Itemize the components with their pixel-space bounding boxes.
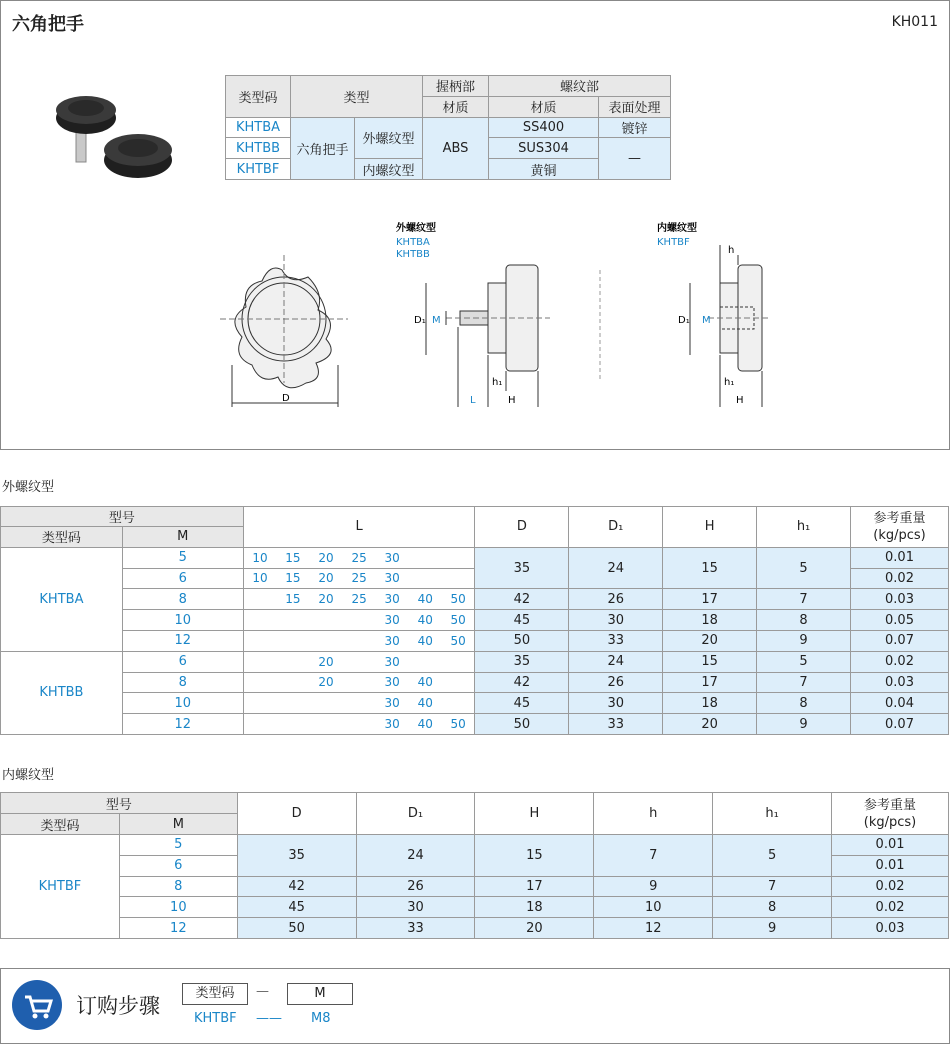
table-cell: 20: [309, 589, 342, 610]
table-cell: 40: [409, 589, 442, 610]
front-view: [220, 255, 348, 407]
table-cell: 6: [119, 855, 237, 876]
col-header-h1: h₁: [757, 507, 851, 548]
table-cell: 30: [376, 672, 409, 693]
spec-header: 螺纹部: [489, 76, 671, 97]
table-cell: 20: [663, 714, 757, 735]
col-header-weight: 参考重量 (kg/pcs): [832, 793, 949, 835]
table-cell: [343, 693, 376, 714]
table-cell: 9: [713, 918, 832, 939]
table-cell: 24: [569, 547, 663, 589]
table-cell: 20: [663, 630, 757, 651]
table-cell: 30: [376, 589, 409, 610]
female-code: KHTBF: [657, 237, 690, 248]
spec-shape: 六角把手: [291, 117, 355, 179]
table-cell: 5: [119, 835, 237, 856]
table-cell: 20: [475, 918, 594, 939]
table-cell: KHTBB: [1, 651, 123, 734]
col-header-D1: D₁: [356, 793, 475, 835]
table-cell: 12: [119, 918, 237, 939]
table-cell: 26: [569, 589, 663, 610]
product-code: KH011: [891, 14, 938, 30]
table-cell: [309, 693, 342, 714]
dim-D: D: [282, 393, 290, 404]
dim-h1: h₁: [724, 377, 735, 388]
table-cell: 15: [663, 651, 757, 672]
table-cell: [243, 714, 276, 735]
table-cell: 5: [757, 651, 851, 672]
table-cell: 17: [475, 876, 594, 897]
table-cell: [343, 610, 376, 631]
dim-M: M: [432, 315, 441, 326]
table-cell: 24: [569, 651, 663, 672]
table-cell: 6: [122, 568, 243, 589]
table-cell: 12: [122, 714, 243, 735]
col-header-type-code: 类型码: [1, 814, 120, 835]
table-row: [1, 630, 949, 651]
table-cell: 30: [376, 547, 409, 568]
female-section-title: 内螺纹型: [2, 768, 55, 783]
spec-female: 内螺纹型: [355, 159, 423, 180]
table-cell: 15: [276, 547, 309, 568]
table-cell: 30: [376, 651, 409, 672]
col-header-D: D: [475, 507, 569, 548]
table-cell: 0.02: [850, 568, 948, 589]
table-row: [1, 714, 949, 735]
spec-header: 表面处理: [599, 96, 671, 117]
spec-header: 材质: [489, 96, 599, 117]
spec-code: KHTBF: [226, 159, 291, 180]
table-cell: 24: [356, 835, 475, 877]
table-row: [1, 918, 949, 939]
order-example-M: M8: [311, 1011, 331, 1026]
table-cell: 18: [475, 897, 594, 918]
male-code: KHTBA: [396, 237, 430, 248]
table-cell: 40: [409, 693, 442, 714]
table-cell: 10: [119, 897, 237, 918]
spec-surface: 镀锌: [599, 117, 671, 138]
table-cell: 25: [343, 589, 376, 610]
table-cell: 18: [663, 693, 757, 714]
table-cell: 30: [376, 568, 409, 589]
table-cell: 8: [119, 876, 237, 897]
table-cell: 0.04: [850, 693, 948, 714]
table-cell: 8: [122, 589, 243, 610]
table-cell: [276, 693, 309, 714]
dim-H: H: [736, 395, 744, 406]
table-cell: 35: [475, 547, 569, 589]
spec-thread-material: 黄铜: [489, 159, 599, 180]
table-cell: 0.01: [832, 855, 949, 876]
table-cell: [442, 693, 475, 714]
table-cell: 5: [757, 547, 851, 589]
table-cell: 50: [442, 630, 475, 651]
spec-header: 类型: [291, 76, 423, 118]
table-cell: 50: [237, 918, 356, 939]
table-cell: 15: [663, 547, 757, 589]
male-section-title: 外螺纹型: [2, 480, 55, 495]
col-header-D1: D₁: [569, 507, 663, 548]
table-cell: 30: [376, 714, 409, 735]
order-box-type-code: 类型码: [182, 983, 248, 1005]
table-cell: 8: [122, 672, 243, 693]
col-header-H: H: [663, 507, 757, 548]
table-cell: 45: [475, 610, 569, 631]
table-cell: 9: [757, 714, 851, 735]
table-cell: [243, 672, 276, 693]
table-cell: [409, 547, 442, 568]
table-cell: 0.02: [850, 651, 948, 672]
table-cell: KHTBA: [1, 547, 123, 651]
table-cell: 26: [569, 672, 663, 693]
table-cell: [343, 651, 376, 672]
table-cell: [243, 651, 276, 672]
spec-header: 类型码: [226, 76, 291, 118]
spec-table: [225, 75, 671, 180]
table-cell: [309, 630, 342, 651]
table-cell: 17: [663, 589, 757, 610]
table-cell: 30: [376, 630, 409, 651]
table-cell: 0.01: [832, 835, 949, 856]
table-cell: 30: [376, 610, 409, 631]
table-cell: 6: [122, 651, 243, 672]
table-cell: 20: [309, 547, 342, 568]
spec-code: KHTBA: [226, 117, 291, 138]
col-header-M: M: [119, 814, 237, 835]
dim-L: L: [470, 395, 476, 406]
table-cell: 17: [663, 672, 757, 693]
table-cell: [343, 714, 376, 735]
table-cell: [309, 610, 342, 631]
order-title: 订购步骤: [76, 994, 160, 1018]
table-cell: 30: [569, 610, 663, 631]
table-cell: 0.03: [850, 672, 948, 693]
table-cell: [343, 630, 376, 651]
table-cell: 50: [442, 589, 475, 610]
table-cell: 33: [569, 714, 663, 735]
spec-male: 外螺纹型: [355, 117, 423, 159]
table-cell: 42: [475, 589, 569, 610]
table-cell: 50: [442, 610, 475, 631]
table-cell: [409, 651, 442, 672]
table-cell: 25: [343, 568, 376, 589]
table-cell: 8: [757, 693, 851, 714]
table-cell: 10: [594, 897, 713, 918]
table-cell: 0.02: [832, 876, 949, 897]
order-example-separator: ——: [256, 1011, 282, 1026]
table-cell: 0.07: [850, 714, 948, 735]
col-header-model: 型号: [1, 507, 244, 527]
spec-code: KHTBB: [226, 138, 291, 159]
table-cell: [243, 589, 276, 610]
table-cell: 10: [122, 693, 243, 714]
dim-h1: h₁: [492, 377, 503, 388]
spec-thread-material: SS400: [489, 117, 599, 138]
table-cell: [276, 630, 309, 651]
spec-header: 材质: [423, 96, 489, 117]
table-cell: 40: [409, 610, 442, 631]
table-cell: [442, 651, 475, 672]
dim-H: H: [508, 395, 516, 406]
spec-grip-material: ABS: [423, 117, 489, 179]
table-cell: 7: [757, 672, 851, 693]
table-cell: 9: [594, 876, 713, 897]
table-cell: 35: [237, 835, 356, 877]
col-header-model: 型号: [1, 793, 238, 814]
table-cell: 12: [122, 630, 243, 651]
table-cell: [442, 672, 475, 693]
table-cell: 40: [409, 714, 442, 735]
order-separator: —: [256, 984, 269, 999]
table-cell: [243, 630, 276, 651]
table-row: [1, 672, 949, 693]
table-row: [1, 835, 949, 856]
table-cell: 33: [356, 918, 475, 939]
table-cell: 7: [713, 876, 832, 897]
table-cell: [276, 672, 309, 693]
table-cell: 10: [122, 610, 243, 631]
table-cell: 0.03: [850, 589, 948, 610]
table-cell: 42: [475, 672, 569, 693]
female-table: [0, 792, 949, 939]
table-cell: 26: [356, 876, 475, 897]
female-title: 内螺纹型: [657, 223, 697, 234]
table-cell: 0.03: [832, 918, 949, 939]
dim-h: h: [728, 245, 735, 256]
table-cell: 30: [356, 897, 475, 918]
col-header-L: L: [243, 507, 475, 548]
col-header-h: h: [594, 793, 713, 835]
table-cell: 18: [663, 610, 757, 631]
spec-header: 握柄部: [423, 76, 489, 97]
table-cell: 40: [409, 630, 442, 651]
table-cell: [243, 610, 276, 631]
cart-icon: [12, 980, 62, 1030]
table-cell: 20: [309, 672, 342, 693]
table-cell: 30: [569, 693, 663, 714]
table-cell: 9: [757, 630, 851, 651]
col-header-h1: h₁: [713, 793, 832, 835]
page-title: 六角把手: [12, 14, 84, 35]
table-cell: 33: [569, 630, 663, 651]
col-header-D: D: [237, 793, 356, 835]
table-cell: 42: [237, 876, 356, 897]
table-cell: [442, 568, 475, 589]
table-cell: [409, 568, 442, 589]
table-cell: 8: [757, 610, 851, 631]
table-cell: 50: [475, 714, 569, 735]
male-table: [0, 506, 949, 735]
dim-D1: D₁: [678, 315, 690, 326]
table-cell: KHTBF: [1, 835, 120, 939]
table-cell: [309, 714, 342, 735]
table-cell: 50: [442, 714, 475, 735]
table-cell: 10: [243, 547, 276, 568]
dim-M: M: [702, 315, 711, 326]
table-cell: 0.01: [850, 547, 948, 568]
table-cell: 5: [713, 835, 832, 877]
spec-surface: —: [599, 138, 671, 180]
table-cell: 7: [757, 589, 851, 610]
table-row: [1, 589, 949, 610]
table-cell: [442, 547, 475, 568]
table-cell: 15: [475, 835, 594, 877]
table-cell: 25: [343, 547, 376, 568]
spec-thread-material: SUS304: [489, 138, 599, 159]
table-cell: 7: [594, 835, 713, 877]
table-cell: 35: [475, 651, 569, 672]
table-cell: [276, 651, 309, 672]
table-cell: [276, 610, 309, 631]
col-header-weight: 参考重量 (kg/pcs): [850, 507, 948, 548]
table-row: [1, 610, 949, 631]
table-cell: 45: [475, 693, 569, 714]
table-cell: [276, 714, 309, 735]
table-cell: [243, 693, 276, 714]
table-row: [1, 693, 949, 714]
male-title: 外螺纹型: [396, 223, 436, 234]
table-cell: 5: [122, 547, 243, 568]
col-header-type-code: 类型码: [1, 527, 123, 548]
dim-D1: D₁: [414, 315, 426, 326]
order-example-code: KHTBF: [194, 1011, 237, 1026]
table-cell: 0.07: [850, 630, 948, 651]
table-cell: 12: [594, 918, 713, 939]
table-cell: 10: [243, 568, 276, 589]
table-cell: 20: [309, 568, 342, 589]
table-row: [1, 897, 949, 918]
table-cell: 15: [276, 568, 309, 589]
table-cell: 50: [475, 630, 569, 651]
table-cell: [343, 672, 376, 693]
table-row: [1, 651, 949, 672]
technical-drawing: [220, 215, 800, 415]
male-code: KHTBB: [396, 249, 430, 260]
product-photo: [50, 88, 180, 188]
table-cell: 30: [376, 693, 409, 714]
order-box-M: M: [287, 983, 353, 1005]
table-cell: 40: [409, 672, 442, 693]
col-header-H: H: [475, 793, 594, 835]
table-cell: 45: [237, 897, 356, 918]
table-cell: 20: [309, 651, 342, 672]
table-row: [1, 876, 949, 897]
table-cell: 0.05: [850, 610, 948, 631]
table-cell: 8: [713, 897, 832, 918]
col-header-M: M: [122, 527, 243, 548]
table-row: [1, 547, 949, 568]
table-cell: 15: [276, 589, 309, 610]
table-cell: 0.02: [832, 897, 949, 918]
